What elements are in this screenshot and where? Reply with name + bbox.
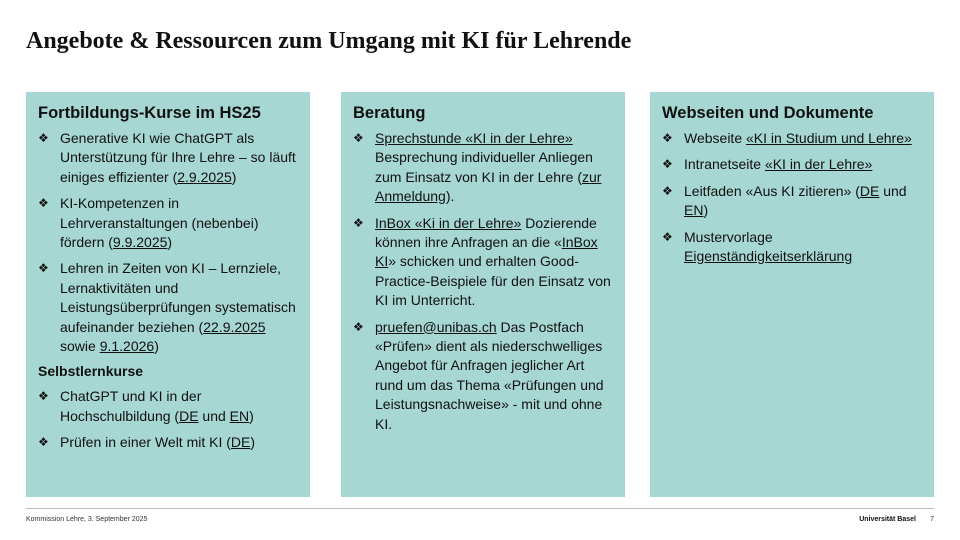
websites-heading: Webseiten und Dokumente [662, 104, 874, 122]
date-link[interactable]: 9.1.2026 [99, 338, 155, 355]
registration-link[interactable]: zur Anmeldung [375, 168, 602, 205]
inbox-ki-link[interactable]: InBox KI [375, 234, 598, 270]
template-link[interactable]: Eigenständigkeitserklärung [684, 248, 853, 265]
slide-title: Angebote & Ressourcen zum Umgang mit KI für Lehrende [26, 28, 632, 54]
diamond-bullet-icon: ❖ [662, 131, 673, 145]
list-item: ❖ KI-Kompetenzen in Lehrveranstaltungen (nebenbei) fördern (9.9.2025) [38, 195, 259, 251]
list-item: ❖ Leitfaden «Aus KI zitieren» (DE und EN) [662, 182, 907, 219]
language-link[interactable]: DE [179, 407, 199, 424]
page-number: 7 [930, 516, 934, 523]
list-item: ❖ Intranetseite «KI in der Lehre» [662, 155, 922, 174]
diamond-bullet-icon: ❖ [38, 261, 49, 276]
websites-panel [650, 92, 934, 497]
university-logo-text: Universität Basel [859, 516, 916, 523]
selfstudy-subheading: Selbstlernkurse [38, 363, 144, 380]
diamond-bullet-icon: ❖ [662, 229, 673, 244]
diamond-bullet-icon: ❖ [38, 196, 49, 211]
diamond-bullet-icon: ❖ [353, 215, 364, 230]
intranet-link[interactable]: «KI in der Lehre» [764, 156, 873, 173]
language-link[interactable]: EN [229, 407, 250, 424]
list-item: ❖ Sprechstunde «KI in der Lehre» Besprechung individueller Anliegen zum Einsatz von KI in der Lehre (zur Anmeldung). [353, 130, 602, 205]
list-item: ❖ pruefen@unibas.ch Das Postfach «Prüfen» dient als niederschwelliges Angebot für Anfragen jeglicher Art rund um das Thema «Prüfungen und Leistungsnachweise» - mit und ohne KI. [353, 318, 604, 432]
courses-panel [26, 92, 310, 497]
language-link[interactable]: EN [684, 202, 704, 219]
consultation-link[interactable]: Sprechstunde «KI in der Lehre» [375, 130, 573, 146]
footer-divider [26, 508, 934, 509]
list-item: ❖ Mustervorlage Eigenständigkeitserklärung [662, 228, 853, 265]
list-item: ❖ Prüfen in einer Welt mit KI (DE) [38, 433, 298, 452]
date-link[interactable]: 9.9.2025 [112, 234, 168, 251]
list-item: ❖ Lehren in Zeiten von KI – Lernziele, Lernaktivitäten und Leistungsüberprüfungen systematisch aufeinander beziehen (22.9.2025 sowie 9.1.2026) [38, 260, 296, 355]
diamond-bullet-icon: ❖ [353, 131, 364, 145]
diamond-bullet-icon: ❖ [662, 157, 673, 172]
diamond-bullet-icon: ❖ [38, 389, 49, 404]
website-link[interactable]: «KI in Studium und Lehre» [746, 130, 912, 146]
consulting-heading: Beratung [353, 104, 426, 122]
list-item: ❖ Webseite «KI in Studium und Lehre» [662, 129, 922, 148]
list-item: ❖ Generative KI wie ChatGPT als Unterstützung für Ihre Lehre – so läuft einiges effizienter (2.9.2025) [38, 130, 296, 185]
list-item: ❖ ChatGPT und KI in der Hochschulbildung (DE und EN) [38, 388, 254, 424]
consulting-panel [341, 92, 625, 497]
diamond-bullet-icon: ❖ [353, 319, 364, 334]
footer-info: Kommission Lehre, 3. September 2025 [26, 516, 148, 523]
diamond-bullet-icon: ❖ [38, 131, 49, 145]
diamond-bullet-icon: ❖ [38, 435, 49, 450]
email-link[interactable]: pruefen@unibas.ch [375, 318, 497, 335]
list-item: ❖ InBox «Ki in der Lehre» Dozierende können ihre Anfragen an die «InBox KI» schicken und erhalten Good-Practice-Beispiele für den Einsatz von KI im Unterricht. [353, 214, 611, 309]
diamond-bullet-icon: ❖ [662, 183, 673, 198]
date-link[interactable]: 2.9.2025 [177, 168, 232, 185]
courses-heading: Fortbildungs-Kurse im HS25 [38, 104, 261, 122]
language-link[interactable]: DE [230, 434, 251, 451]
date-link[interactable]: 22.9.2025 [203, 318, 266, 335]
language-link[interactable]: DE [859, 182, 880, 199]
inbox-link[interactable]: InBox «Ki in der Lehre» [375, 214, 522, 231]
